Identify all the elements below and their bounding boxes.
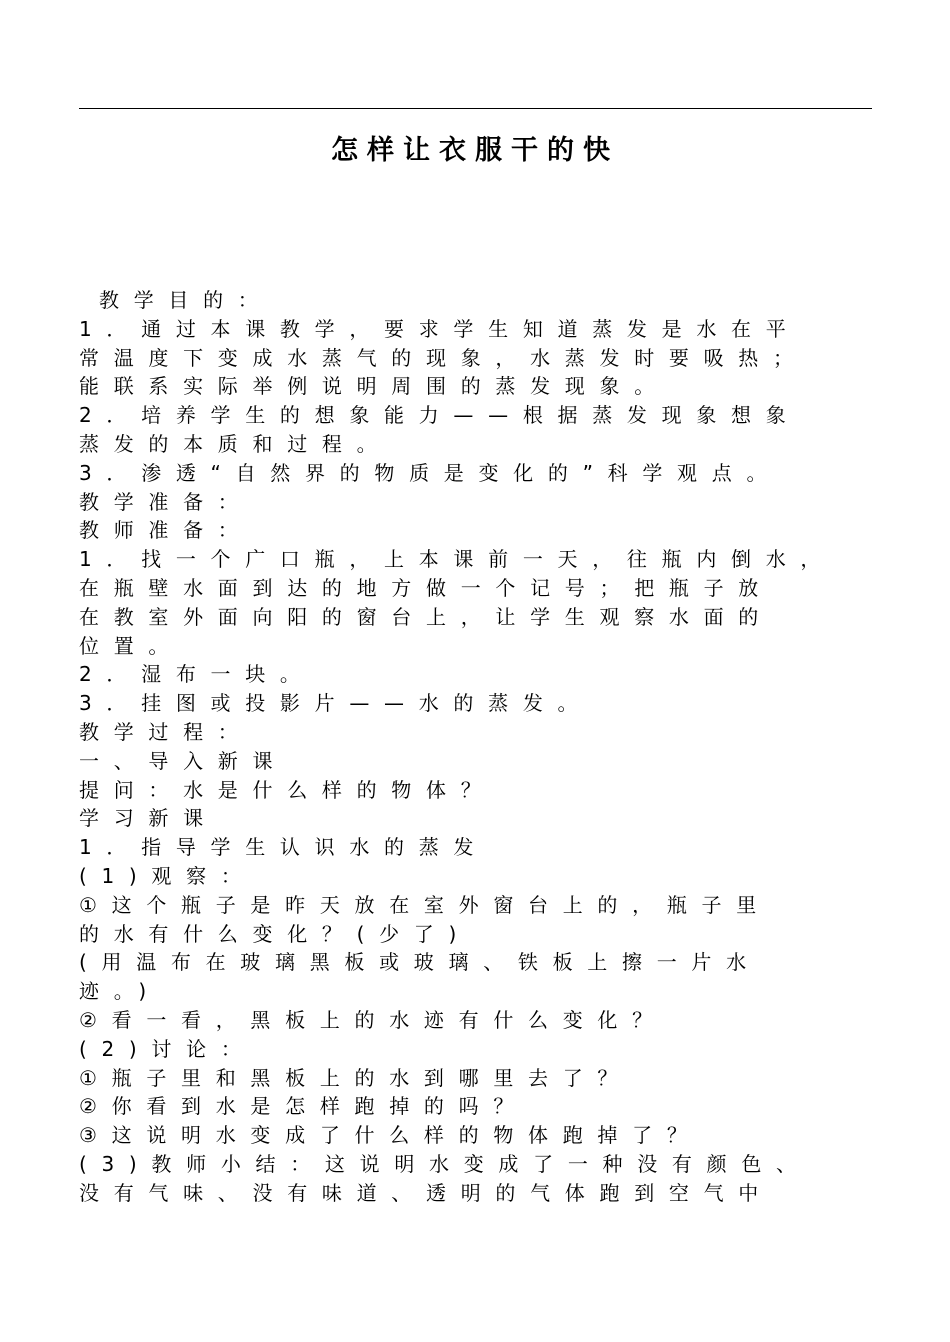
body-line: ①瓶子里和黑板上的水到哪里去了？	[79, 1065, 633, 1090]
body-line: 迹。)	[79, 979, 161, 1004]
body-line: 一、导入新课	[79, 748, 288, 773]
body-line: 没有气味、没有味道、透明的气体跑到空气中	[79, 1180, 773, 1205]
section-heading-preparation: 教学准备：	[79, 489, 253, 514]
document-title: 怎样让衣服干的快	[331, 135, 619, 166]
body-line: 1．通过本课教学，要求学生知道蒸发是水在平	[79, 316, 801, 341]
body-line: 学习新课	[79, 806, 218, 831]
body-line: 3．挂图或投影片——水的蒸发。	[79, 691, 593, 716]
header-rule	[79, 108, 872, 109]
body-line: ②看一看，黑板上的水迹有什么变化？	[79, 1007, 667, 1032]
body-line: 位置。	[79, 633, 184, 658]
body-line: 在教室外面向阳的窗台上，让学生观察水面的	[79, 604, 773, 629]
body-line: 1．找一个广口瓶，上本课前一天，往瓶内倒水，	[79, 547, 836, 572]
section-heading-teacher-preparation: 教师准备：	[79, 518, 253, 543]
body-line: (2)讨论：	[79, 1036, 256, 1061]
body-line: (1)观察：	[79, 863, 256, 888]
body-line: ②你看到水是怎样跑掉的吗？	[79, 1094, 529, 1119]
body-line: 3．渗透“自然界的物质是变化的”科学观点。	[79, 460, 782, 485]
body-line: ③这说明水变成了什么样的物体跑掉了？	[79, 1123, 702, 1148]
section-heading-process: 教学过程：	[79, 719, 253, 744]
body-line: 在瓶壁水面到达的地方做一个记号；把瓶子放	[79, 575, 773, 600]
body-line: 2．培养学生的想象能力——根据蒸发现象想象	[79, 403, 801, 428]
document-body	[79, 286, 879, 1208]
body-line: 1．指导学生认识水的蒸发	[79, 835, 489, 860]
body-line: ①这个瓶子是昨天放在室外窗台上的，瓶子里	[79, 892, 771, 917]
body-line: 2．湿布一块。	[79, 662, 315, 687]
section-heading-objectives: 教学目的：	[99, 288, 273, 312]
body-line: 提问：水是什么样的物体？	[79, 777, 496, 802]
body-line: 能联系实际举例说明周围的蒸发现象。	[79, 374, 669, 399]
body-line: (3)教师小结：这说明水变成了一种没有颜色、	[79, 1151, 811, 1176]
body-line: 蒸发的本质和过程。	[79, 431, 392, 456]
body-line: 的水有什么变化？(少了)	[79, 921, 472, 946]
body-line: 常温度下变成水蒸气的现象，水蒸发时要吸热；	[79, 345, 808, 370]
body-line: (用温布在玻璃黑板或玻璃、铁板上擦一片水	[79, 950, 761, 975]
